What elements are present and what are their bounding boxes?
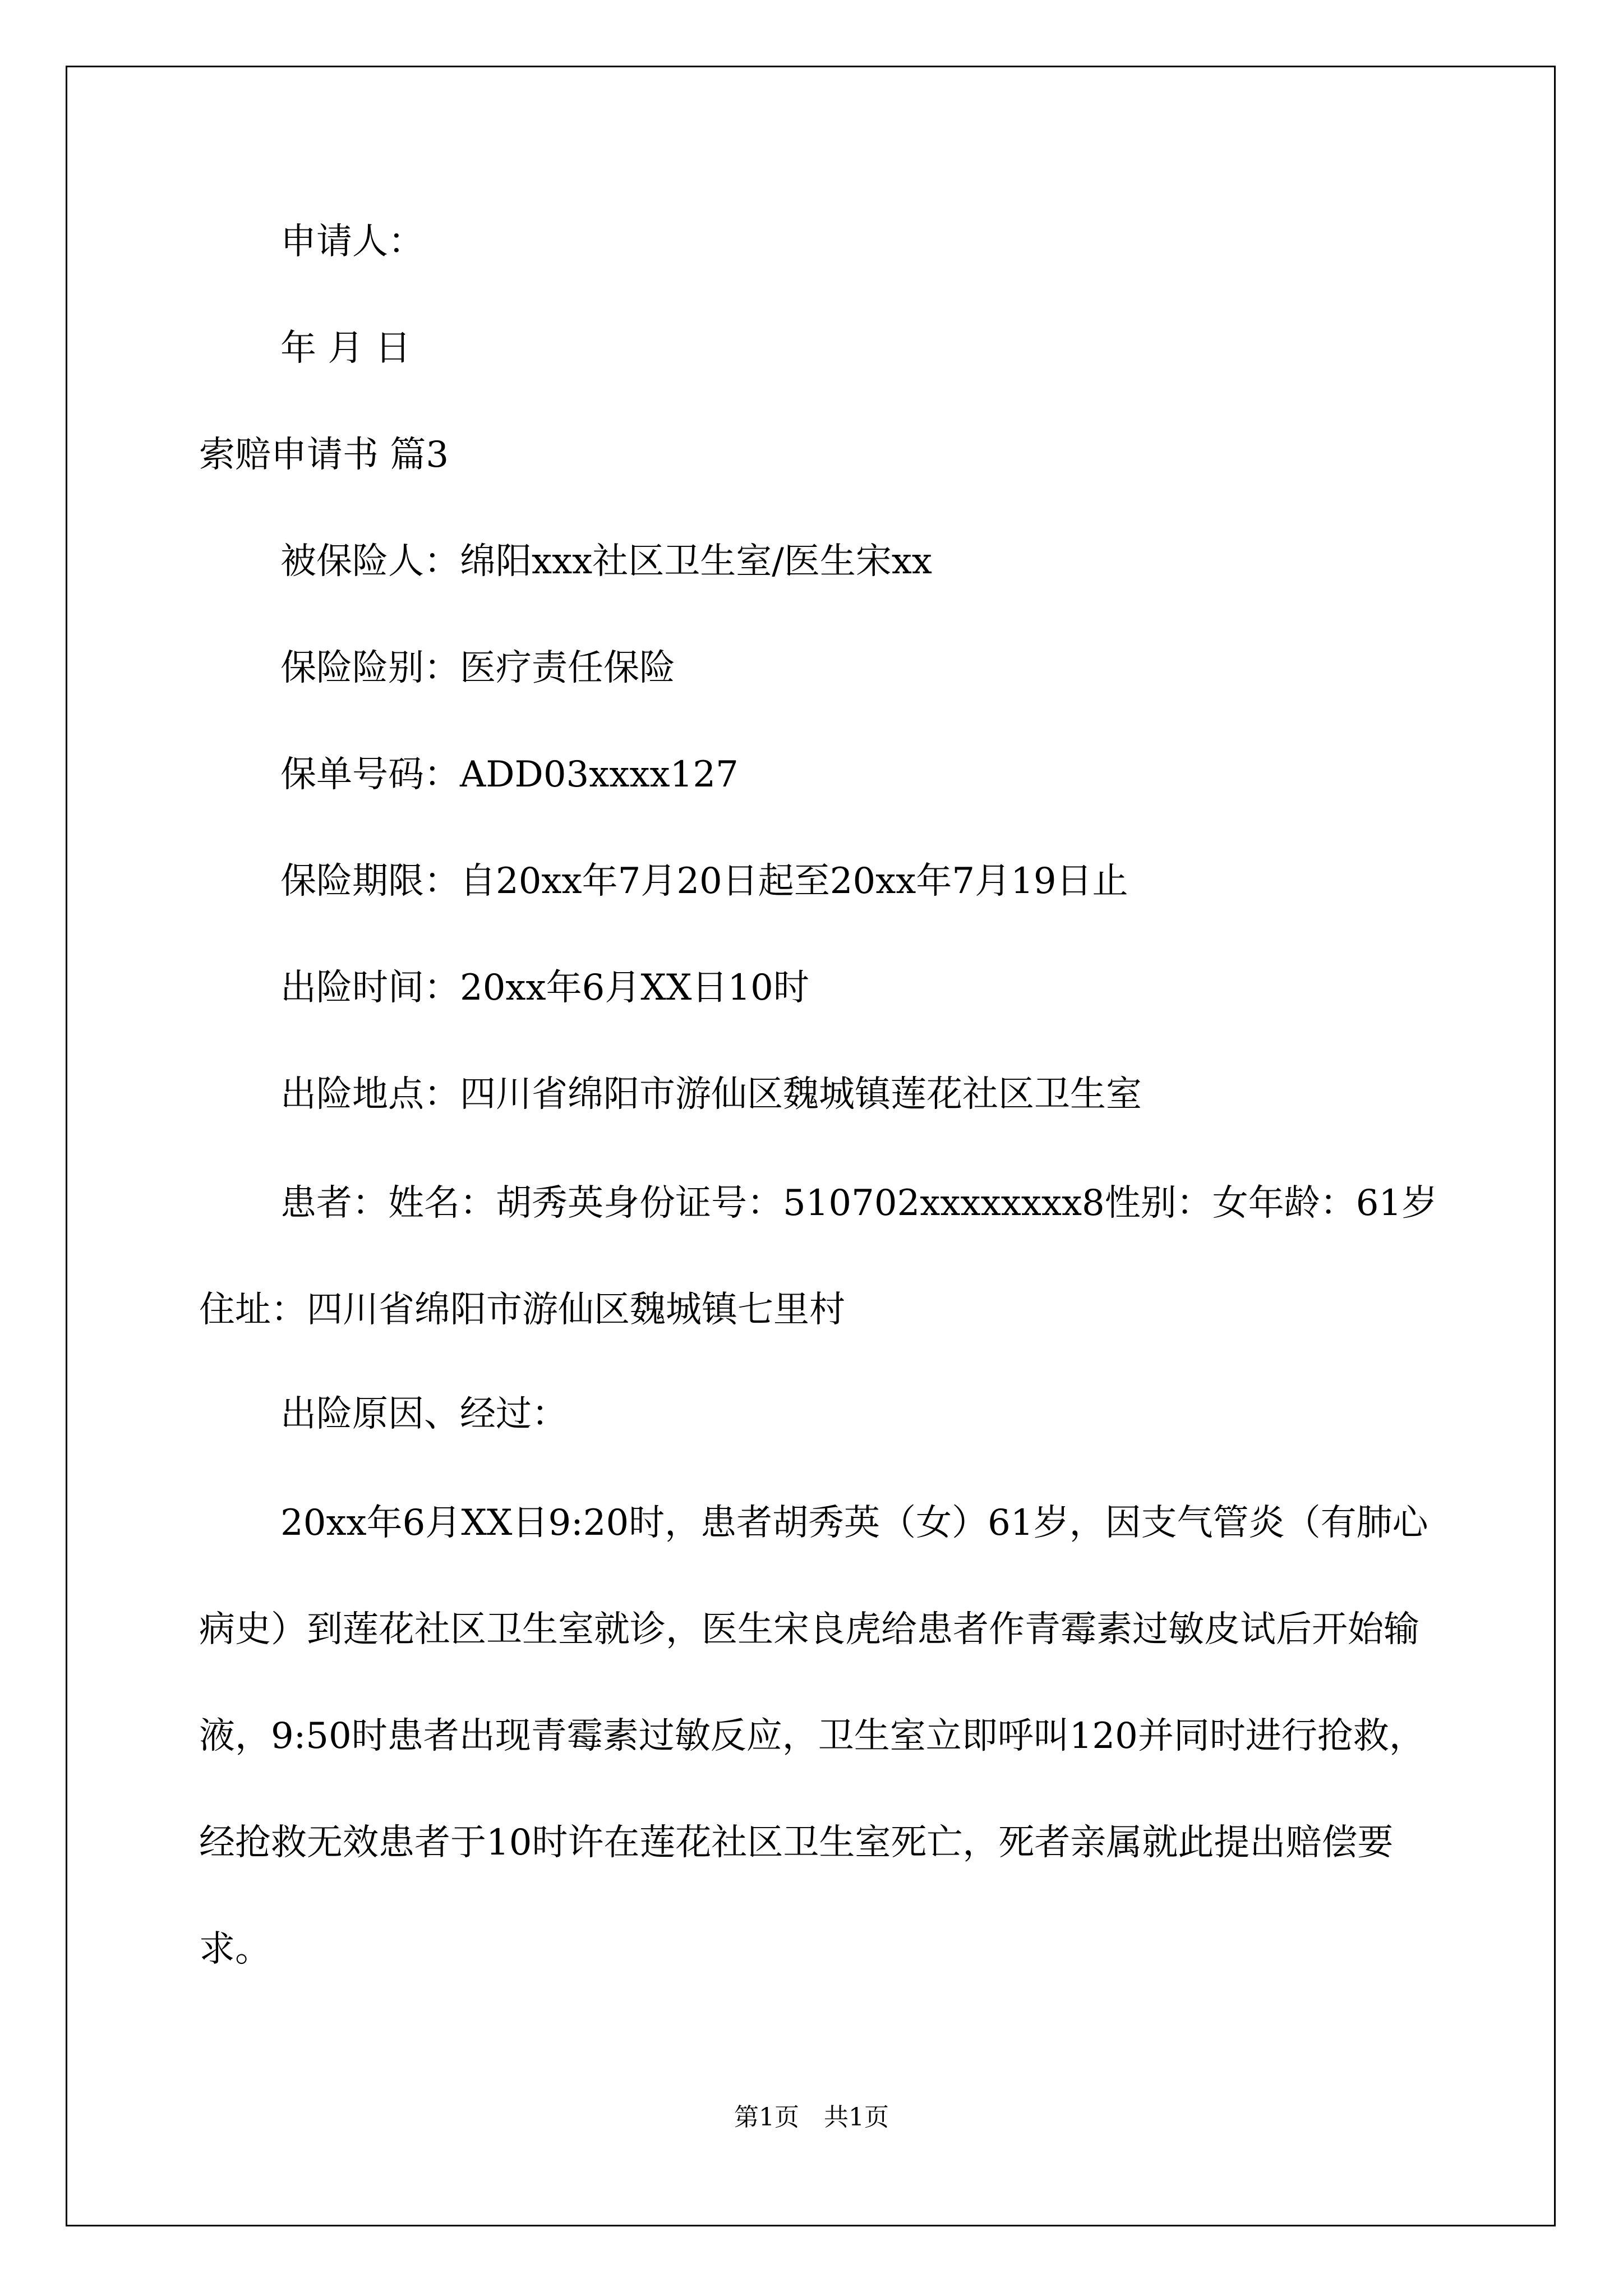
cause-heading: 出险原因、经过： — [280, 1393, 568, 1435]
patient-info: 患者：姓名：胡秀英身份证号：510702xxxxxxxx8性别：女年龄：61岁住址：四川省绵阳市游仙区魏城镇七里村 — [199, 1182, 1438, 1331]
incident-location: 出险地点：四川省绵阳市游仙区魏城镇莲花社区卫生室 — [280, 1074, 1142, 1115]
section-title: 索赔申请书 篇3 — [199, 434, 449, 476]
date-line: 年 月 日 — [280, 328, 411, 369]
incident-narrative: 20xx年6月XX日9:20时，患者胡秀英（女）61岁，因支气管炎（有肺心病史）到莲花社区卫生室就诊，医生宋良虎给患者作青霉素过敏皮试后开始输液，9:50时患者出现青霉素过敏反应，卫生室立即呼叫120并同时进行抢救，经抢救无效患者于10时许在莲花社区卫生室死亡，死者亲属就此提出赔偿要求。 — [199, 1502, 1428, 1970]
policy-number: 保单号码：ADD03xxxx127 — [280, 754, 739, 795]
page-number: 第1页 共1页 — [734, 2103, 889, 2132]
insurance-period: 保险期限：自20xx年7月20日起至20xx年7月19日止 — [280, 861, 1128, 902]
incident-time: 出险时间：20xx年6月XX日10时 — [280, 967, 809, 1009]
insured-party: 被保险人：绵阳xxx社区卫生室/医生宋xx — [280, 541, 933, 582]
applicant-label: 申请人： — [280, 221, 424, 263]
insurance-type: 保险险别：医疗责任保险 — [280, 647, 675, 689]
